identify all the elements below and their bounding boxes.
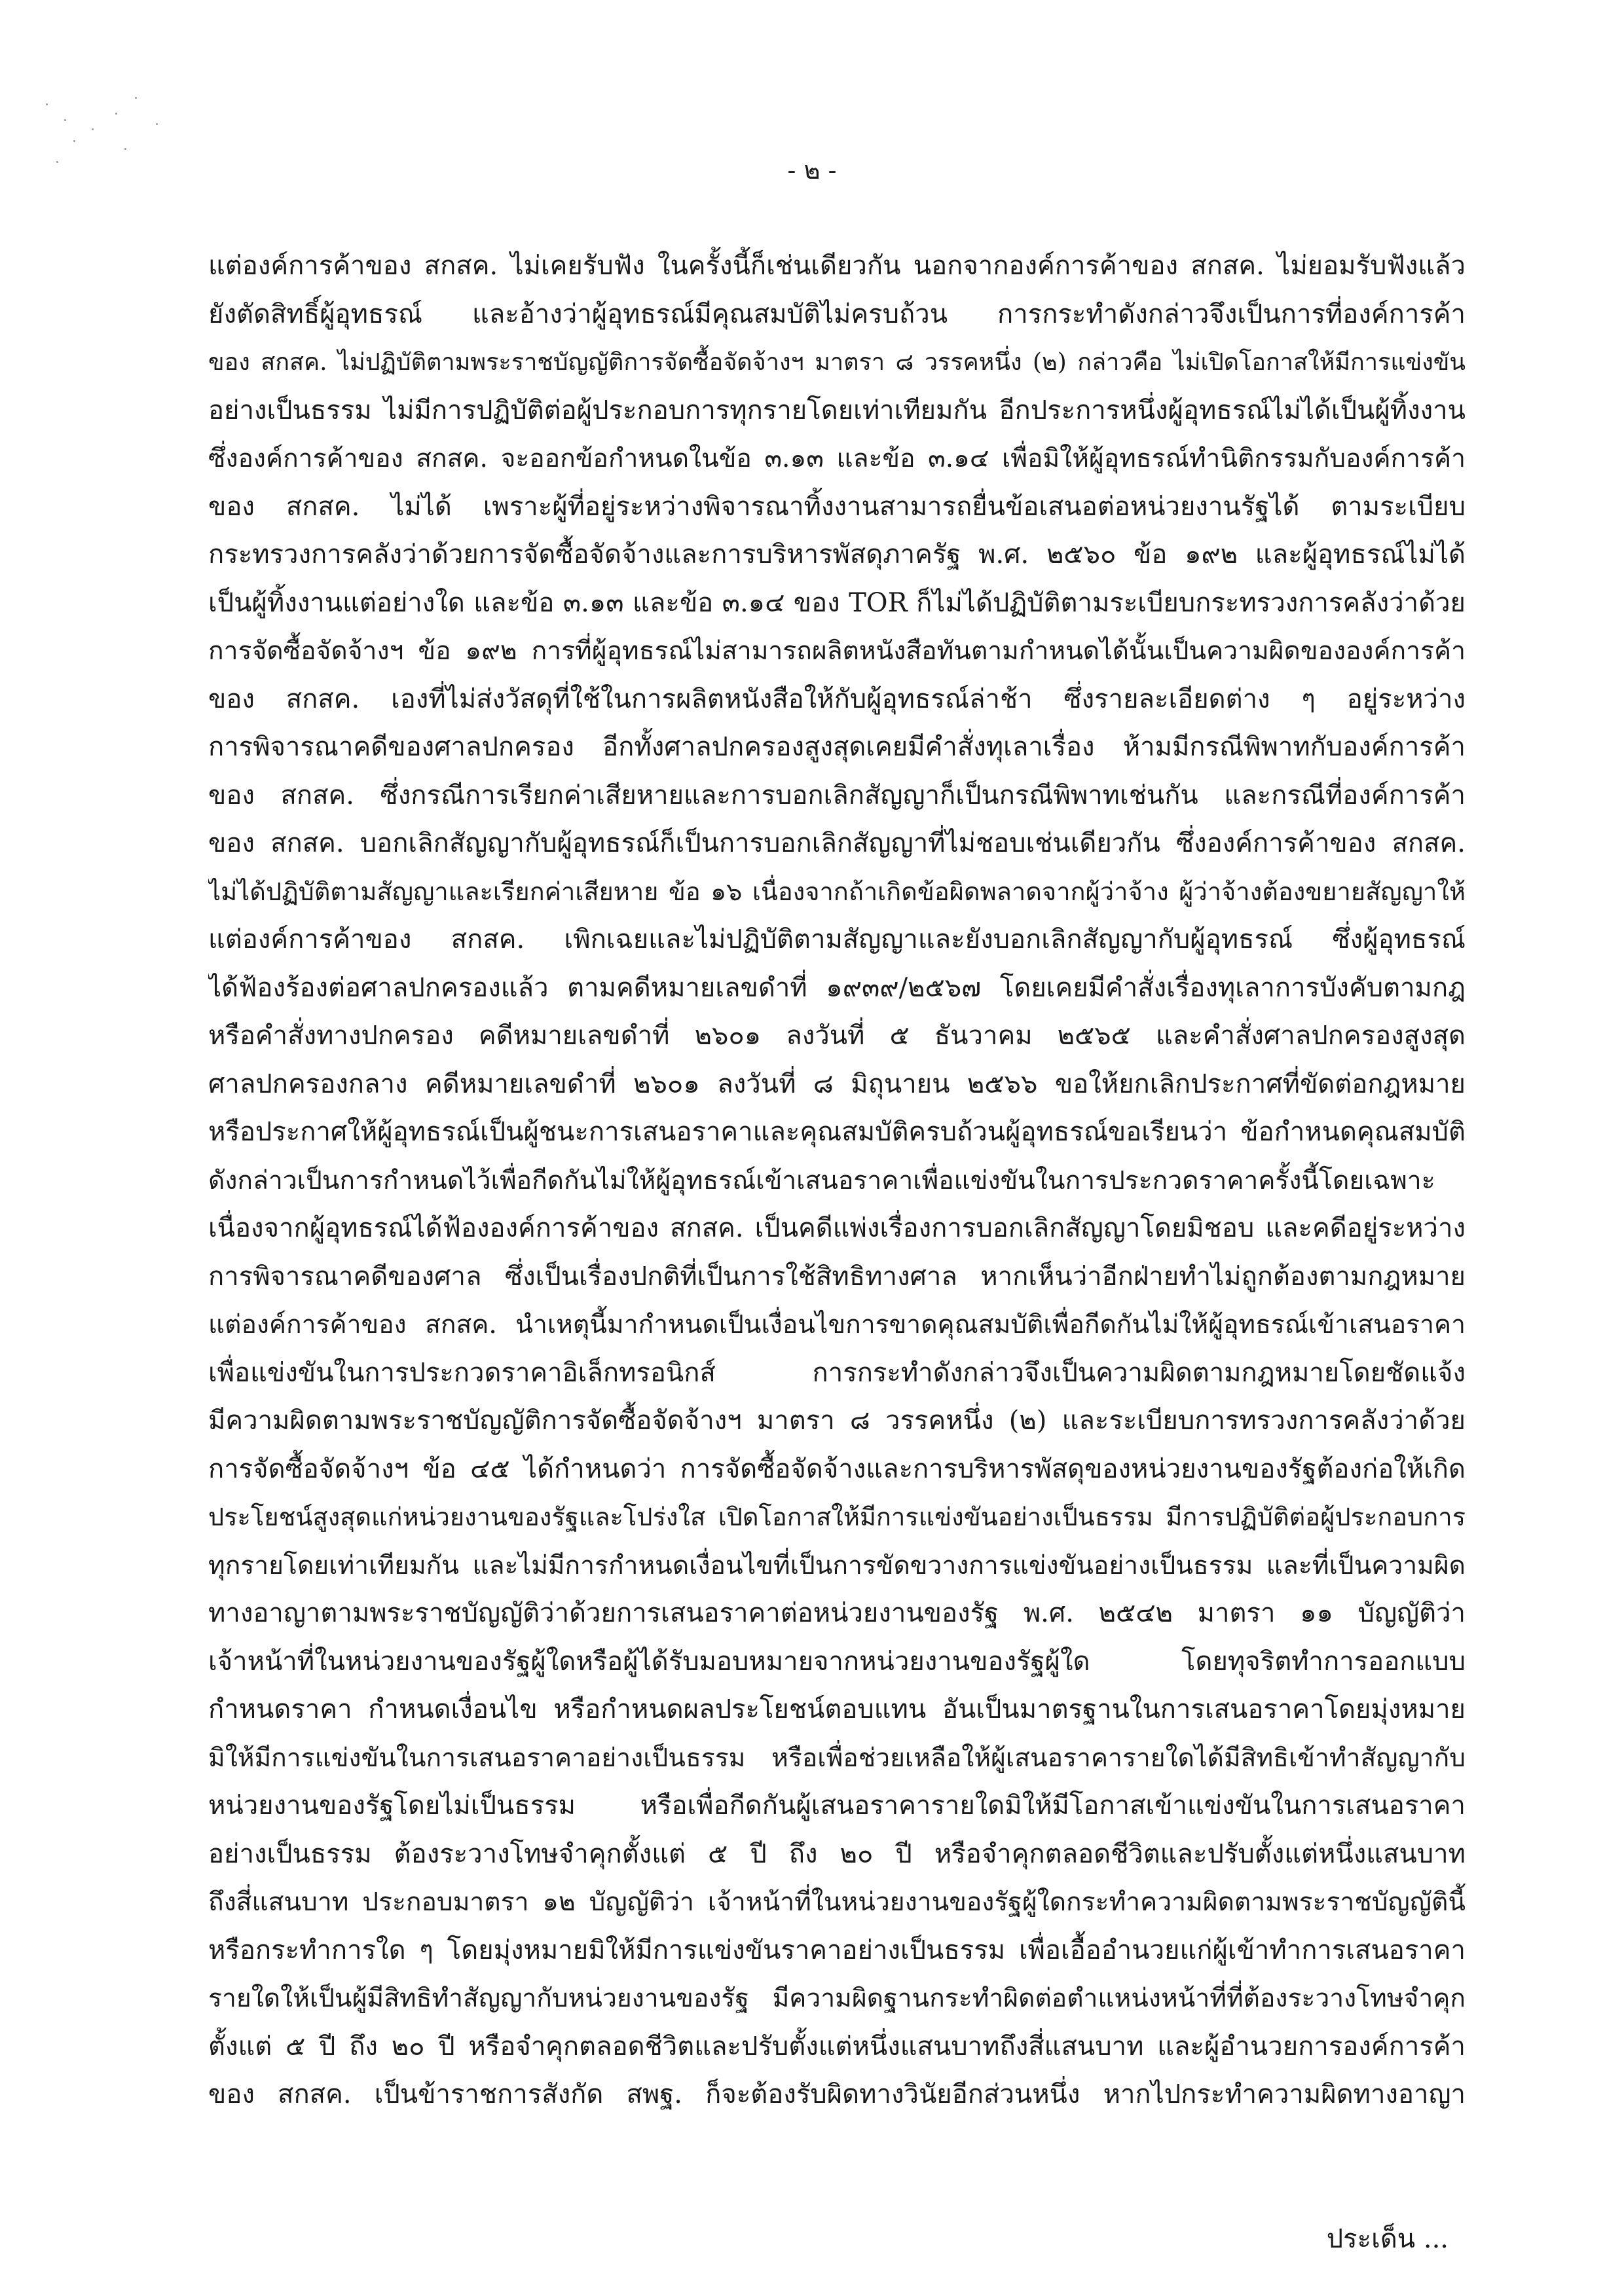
body-line: หรือกระทำการใด ๆ โดยมุ่งหมายมิให้มีการแข่งขันราคาอย่างเป็นธรรม เพื่อเอื้ออำนวยแก่ผู้เข้าทำการเสนอราคา [208, 1935, 1466, 1965]
body-line: แต่องค์การค้าของ สกสค. นำเหตุนี้มากำหนดเป็นเงื่อนไขการขาดคุณสมบัติเพื่อกีดกันไม่ให้ผู้อุทธรณ์เข้าเสนอราคา [208, 1310, 1466, 1339]
page-number: - ๒ - [787, 156, 837, 185]
continuation-marker: ประเด็น ... [1326, 2224, 1449, 2254]
body-line: ของ สกสค. ซึ่งกรณีการเรียกค่าเสียหายและการบอกเลิกสัญญาก็เป็นกรณีพิพาทเช่นกัน และกรณีที่องค์การค้า [208, 780, 1466, 811]
body-line: รายใดให้เป็นผู้มีสิทธิทำสัญญากับหน่วยงานของรัฐ มีความผิดฐานกระทำผิดต่อตำแหน่งหน้าที่ที่ต้องระวางโทษจำคุก [208, 1984, 1466, 2013]
body-line: หรือประกาศให้ผู้อุทธรณ์เป็นผู้ชนะการเสนอราคาและคุณสมบัติครบถ้วนผู้อุทธรณ์ขอเรียนว่า ข้อกำหนดคุณสมบัติ [208, 1117, 1466, 1147]
body-line: การจัดซื้อจัดจ้างฯ ข้อ ๑๙๒ การที่ผู้อุทธรณ์ไม่สามารถผลิตหนังสือทันตามกำหนดได้นั้นเป็นความผิดขององค์การค้า [208, 636, 1466, 666]
body-line: ดังกล่าวเป็นการกำหนดไว้เพื่อกีดกันไม่ให้ผู้อุทธรณ์เข้าเสนอราคาเพื่อแข่งขันในการประกวดราคาครั้งนี้โดยเฉพาะ [208, 1165, 1435, 1195]
body-line: อย่างเป็นธรรม ไม่มีการปฏิบัติต่อผู้ประกอบการทุกรายโดยเท่าเทียมกัน อีกประการหนึ่งผู้อุทธรณ์ไม่ได้เป็นผู้ทิ้งงาน [208, 395, 1466, 426]
scan-speck [135, 97, 137, 99]
body-text [208, 242, 1466, 2119]
body-line: ประโยชน์สูงสุดแก่หน่วยงานของรัฐและโปร่งใส เปิดโอกาสให้มีการแข่งขันอย่างเป็นธรรม มีการปฏิบัติต่อผู้ประกอบการ [208, 1503, 1466, 1531]
body-line: หน่วยงานของรัฐโดยไม่เป็นธรรม หรือเพื่อกีดกันผู้เสนอราคารายใดมิให้มีโอกาสเข้าแข่งขันในการเสนอราคา [208, 1791, 1466, 1821]
body-line: กระทรวงการคลังว่าด้วยการจัดซื้อจัดจ้างและการบริหารพัสดุภาครัฐ พ.ศ. ๒๕๖๐ ข้อ ๑๙๒ และผู้อุทธรณ์ไม่ได้ [208, 539, 1466, 570]
body-line: แต่องค์การค้าของ สกสค. เพิกเฉยและไม่ปฏิบัติตามสัญญาและยังบอกเลิกสัญญากับผู้อุทธรณ์ ซึ่งผู้อุทธรณ์ [208, 924, 1466, 955]
body-line: ไม่ได้ปฏิบัติตามสัญญาและเรียกค่าเสียหาย ข้อ ๑๖ เนื่องจากถ้าเกิดข้อผิดพลาดจากผู้ว่าจ้าง ผู้ว่าจ้างต้องขยายสัญญาให้ [208, 877, 1466, 906]
body-line: ตั้งแต่ ๕ ปี ถึง ๒๐ ปี หรือจำคุกตลอดชีวิตและปรับตั้งแต่หนึ่งแสนบาทถึงสี่แสนบาท และผู้อำนวยการองค์การค้า [208, 2031, 1466, 2062]
body-line: ของ สกสค. เป็นข้าราชการสังกัด สพฐ. ก็จะต้องรับผิดทางวินัยอีกส่วนหนึ่ง หากไปกระทำความผิดทางอาญา [208, 2079, 1466, 2109]
body-line: แต่องค์การค้าของ สกสค. ไม่เคยรับฟัง ในครั้งนี้ก็เช่นเดียวกัน นอกจากองค์การค้าของ สกสค. ไม่ยอมรับฟังแล้ว [208, 251, 1466, 281]
body-line: กำหนดราคา กำหนดเงื่อนไข หรือกำหนดผลประโยชน์ตอบแทน อันเป็นมาตรฐานในการเสนอราคาโดยมุ่งหมาย [208, 1694, 1466, 1724]
scan-speck [64, 119, 66, 121]
body-line: มีความผิดตามพระราชบัญญัติการจัดซื้อจัดจ้างฯ มาตรา ๘ วรรคหนึ่ง (๒) และระเบียบการทรวงการคลังว่าด้วย [208, 1406, 1466, 1436]
body-line: ทุกรายโดยเท่าเทียมกัน และไม่มีการกำหนดเงื่อนไขที่เป็นการขัดขวางการแข่งขันอย่างเป็นธรรม และที่เป็นความผิด [208, 1550, 1466, 1580]
scan-speck [92, 128, 94, 130]
body-line: ซึ่งองค์การค้าของ สกสค. จะออกข้อกำหนดในข้อ ๓.๑๓ และข้อ ๓.๑๔ เพื่อมิให้ผู้อุทธรณ์ทำนิติกรรมกับองค์การค้า [208, 444, 1466, 473]
body-line: การจัดซื้อจัดจ้างฯ ข้อ ๔๕ ได้กำหนดว่า การจัดซื้อจัดจ้างและการบริหารพัสดุของหน่วยงานของรัฐต้องก่อให้เกิด [208, 1453, 1466, 1484]
body-line: อย่างเป็นธรรม ต้องระวางโทษจำคุกตั้งแต่ ๕ ปี ถึง ๒๐ ปี หรือจำคุกตลอดชีวิตและปรับตั้งแต่หนึ่งแสนบาท [208, 1838, 1466, 1869]
scan-speck [73, 140, 75, 142]
body-line: เพื่อแข่งขันในการประกวดราคาอิเล็กทรอนิกส์ การกระทำดังกล่าวจึงเป็นความผิดตามกฎหมายโดยชัดแจ้ง [208, 1357, 1466, 1388]
body-line: ของ สกสค. บอกเลิกสัญญากับผู้อุทธรณ์ก็เป็นการบอกเลิกสัญญาที่ไม่ชอบเช่นเดียวกัน ซึ่งองค์การค้าของ สกสค. [208, 828, 1466, 858]
body-line: มิให้มีการแข่งขันในการเสนอราคาอย่างเป็นธรรม หรือเพื่อช่วยเหลือให้ผู้เสนอราคารายใดได้มีสิทธิเข้าทำสัญญากับ [208, 1743, 1466, 1773]
scan-speck [156, 123, 158, 125]
body-line: ยังตัดสิทธิ์ผู้อุทธรณ์ และอ้างว่าผู้อุทธรณ์มีคุณสมบัติไม่ครบถ้วน การกระทำดังกล่าวจึงเป็นการที่องค์การค้า [208, 299, 1466, 329]
body-line: ได้ฟ้องร้องต่อศาลปกครองแล้ว ตามคดีหมายเลขดำที่ ๑๙๓๙/๒๕๖๗ โดยเคยมีคำสั่งเรื่องทุเลาการบังคับตามกฎ [208, 972, 1466, 1003]
body-line: หรือคำสั่งทางปกครอง คดีหมายเลขดำที่ ๒๖๐๑ ลงวันที่ ๕ ธันวาคม ๒๕๖๕ และคำสั่งศาลปกครองสูงสุด [208, 1021, 1466, 1051]
body-line: ของ สกสค. เองที่ไม่ส่งวัสดุที่ใช้ในการผลิตหนังสือให้กับผู้อุทธรณ์ล่าช้า ซึ่งรายละเอียดต่าง ๆ อยู่ระหว่าง [208, 683, 1466, 714]
body-line: เป็นผู้ทิ้งงานแต่อย่างใด และข้อ ๓.๑๓ และข้อ ๓.๑๔ ของ TOR ก็ไม่ได้ปฏิบัติตามระเบียบกระทรวงการคลังว่าด้วย [208, 587, 1466, 618]
scan-speck [115, 113, 117, 115]
body-line: ศาลปกครองกลาง คดีหมายเลขดำที่ ๒๖๐๑ ลงวันที่ ๘ มิถุนายน ๒๕๖๖ ขอให้ยกเลิกประกาศที่ขัดต่อกฎหมาย [208, 1068, 1466, 1099]
scan-speck [124, 148, 126, 150]
body-line: ของ สกสค. ไม่ปฏิบัติตามพระราชบัญญัติการจัดซื้อจัดจ้างฯ มาตรา ๘ วรรคหนึ่ง (๒) กล่าวคือ ไม่เปิดโอกาสให้มีการแข่งขัน [208, 349, 1466, 376]
body-line: เจ้าหน้าที่ในหน่วยงานของรัฐผู้ใดหรือผู้ได้รับมอบหมายจากหน่วยงานของรัฐผู้ใด โดยทุจริตทำการออกแบบ [208, 1646, 1466, 1677]
body-line: ถึงสี่แสนบาท ประกอบมาตรา ๑๒ บัญญัติว่า เจ้าหน้าที่ในหน่วยงานของรัฐผู้ใดกระทำความผิดตามพระราชบัญญัตินี้ [208, 1887, 1466, 1917]
body-line: การพิจารณาคดีของศาล ซึ่งเป็นเรื่องปกติที่เป็นการใช้สิทธิทางศาล หากเห็นว่าอีกฝ่ายทำไม่ถูกต้องตามกฎหมาย [208, 1261, 1466, 1292]
body-line: ของ สกสค. ไม่ได้ เพราะผู้ที่อยู่ระหว่างพิจารณาทิ้งงานสามารถยื่นข้อเสนอต่อหน่วยงานรัฐได้ ตามระเบียบ [208, 491, 1466, 522]
body-line: เนื่องจากผู้อุทธรณ์ได้ฟ้ององค์การค้าของ สกสค. เป็นคดีแพ่งเรื่องการบอกเลิกสัญญาโดยมิชอบ และคดีอยู่ระหว่าง [208, 1213, 1466, 1243]
body-line: การพิจารณาคดีของศาลปกครอง อีกทั้งศาลปกครองสูงสุดเคยมีคำสั่งทุเลาเรื่อง ห้ามมีกรณีพิพาทกับองค์การค้า [208, 732, 1466, 762]
body-line: ทางอาญาตามพระราชบัญญัติว่าด้วยการเสนอราคาต่อหน่วยงานของรัฐ พ.ศ. ๒๕๔๒ มาตรา ๑๑ บัญญัติว่า [208, 1598, 1466, 1628]
scan-speck [46, 103, 48, 105]
